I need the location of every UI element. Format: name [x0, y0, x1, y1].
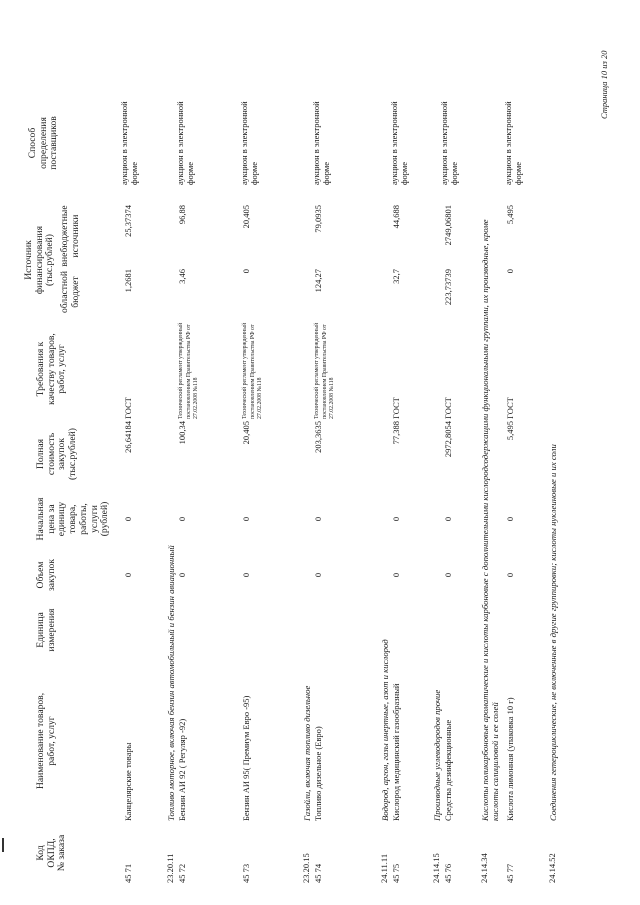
- row-requirements: Технический регламент утвержденный постановлением Правительства РФ от 27.02.2008 №118: [314, 322, 336, 419]
- row-volume: 0: [391, 572, 401, 578]
- row-price: 0: [391, 516, 401, 522]
- row-extrabudget: 79,0935: [313, 205, 323, 233]
- row-price: 0: [241, 516, 251, 522]
- row-total: 2972,8054: [443, 421, 453, 458]
- row-total: 77,388: [391, 421, 401, 445]
- row-extrabudget: 2749,06801: [443, 205, 453, 246]
- header-fin-extrabudget: внебюджетные источники: [59, 205, 81, 267]
- header-financing: Источник финансирования (тыс.рублей): [23, 225, 56, 295]
- row-name: Кислород медицинский газообразный: [391, 683, 401, 821]
- group-code: 23.20.11: [165, 853, 175, 883]
- row-code: 45 74: [313, 863, 323, 883]
- row-requirements: ГОСТ: [123, 397, 133, 419]
- row-code: 45 75: [391, 863, 401, 883]
- row-name: Бензин АИ 95( Премиум Евро -95): [241, 695, 251, 821]
- group-title: Топливо моторное, включая бензин автомобильный и бензин авиационный: [166, 545, 176, 821]
- row-total: 100,34: [177, 421, 187, 445]
- header-method: Способ определения поставщиков: [27, 116, 60, 170]
- group-title: Производные углеводородов прочие: [432, 689, 442, 821]
- row-regional: 3,46: [177, 269, 187, 284]
- row-regional: 223,73739: [443, 269, 453, 306]
- header-total: Полная стоимость закупок (тыс.рублей): [35, 428, 79, 480]
- row-regional: 32,7: [391, 269, 401, 284]
- header-price: Начальная цена за единицу товара, работы, услуги (рублей): [35, 497, 111, 541]
- row-requirements: ГОСТ: [391, 397, 401, 419]
- row-extrabudget: 44,688: [391, 205, 401, 229]
- row-name: Топливо дизельное (Евро): [313, 726, 323, 821]
- row-requirements: ГОСТ: [505, 397, 515, 419]
- page-number: Страница 10 из 20: [599, 50, 609, 119]
- row-code: 45 76: [443, 863, 453, 883]
- row-method: аукцион в электронной форме: [239, 101, 259, 185]
- row-total: 26,64184: [123, 421, 133, 453]
- row-total: 20,405: [241, 421, 251, 445]
- row-method: аукцион в электронной форме: [311, 101, 331, 185]
- row-requirements: ГОСТ: [443, 397, 453, 419]
- row-method: аукцион в электронной форме: [175, 101, 195, 185]
- row-code: 45 72: [177, 863, 187, 883]
- row-price: 0: [177, 516, 187, 522]
- row-extrabudget: 5,495: [505, 205, 515, 225]
- header-name: Наименование товаров, работ, услуг: [35, 692, 57, 790]
- header-requirements: Требования к качеству товаров, работ, услуг: [35, 333, 68, 405]
- row-regional: 0: [505, 269, 515, 274]
- group-code: 24.11.11: [379, 853, 389, 883]
- row-name: Кислота лимонная (упаковка 10 г): [505, 697, 515, 821]
- row-method: аукцион в электронной форме: [503, 101, 523, 185]
- row-method: аукцион в электронной форме: [439, 101, 459, 185]
- group-code: 24.14.52: [547, 853, 557, 883]
- row-extrabudget: 96,88: [177, 205, 187, 225]
- row-name: Бензин АИ 92 ( Регуляр -92): [177, 718, 187, 821]
- row-total: 203,3635: [313, 421, 323, 453]
- row-volume: 0: [313, 572, 323, 578]
- row-price: 0: [313, 516, 323, 522]
- row-code: 45 77: [505, 863, 515, 883]
- row-code: 45 71: [123, 863, 133, 883]
- header-volume: Объем закупок: [35, 559, 57, 591]
- header-code: Код ОКПД, № заказа: [35, 834, 68, 872]
- row-name: Канцелярские товары: [123, 742, 133, 821]
- row-price: 0: [123, 516, 133, 522]
- row-code: 45 73: [241, 863, 251, 883]
- group-code: 23.20.15: [301, 853, 311, 883]
- row-volume: 0: [241, 572, 251, 578]
- row-price: 0: [443, 516, 453, 522]
- row-regional: 0: [241, 269, 251, 274]
- row-regional: 1,2681: [123, 269, 133, 293]
- row-volume: 0: [443, 572, 453, 578]
- row-extrabudget: 20,405: [241, 205, 251, 229]
- row-extrabudget: 25,37374: [123, 205, 133, 237]
- row-requirements: Технический регламент утвержденный постановлением Правительства РФ от 27.02.2008 №118: [242, 322, 264, 419]
- row-price: 0: [505, 516, 515, 522]
- group-title: Водород, аргон, газы инертные, азот и кислород: [380, 639, 390, 821]
- group-code: 24.14.15: [431, 853, 441, 883]
- row-method: аукцион в электронной форме: [389, 101, 409, 185]
- header-unit: Единица измерения: [35, 608, 57, 652]
- group-title: Газойли, включая топливо дизельное: [302, 685, 312, 821]
- row-total: 5,495: [505, 421, 515, 441]
- group-title: Соединения гетероциклические, не включенные в другие группировки; кислоты нуклеиновые и их соли: [548, 444, 558, 821]
- row-method: аукцион в электронной форме: [119, 101, 139, 185]
- header-fin-regional: областной бюджет: [59, 271, 81, 314]
- row-name: Средства дезинфекционные: [443, 719, 453, 821]
- group-code: 24.14.34: [479, 853, 489, 883]
- row-requirements: Технический регламент утвержденный постановлением Правительства РФ от 27.02.2008 №118: [178, 322, 200, 419]
- row-volume: 0: [177, 572, 187, 578]
- row-volume: 0: [505, 572, 515, 578]
- group-title: Кислоты поликарбоновые ароматические и кислоты карбоновые с дополнительными кислородсодержащими функциональными группами, их производные, кроме кислоты салициловой и ее солей: [480, 219, 500, 821]
- row-regional: 124,27: [313, 269, 323, 293]
- row-volume: 0: [123, 572, 133, 578]
